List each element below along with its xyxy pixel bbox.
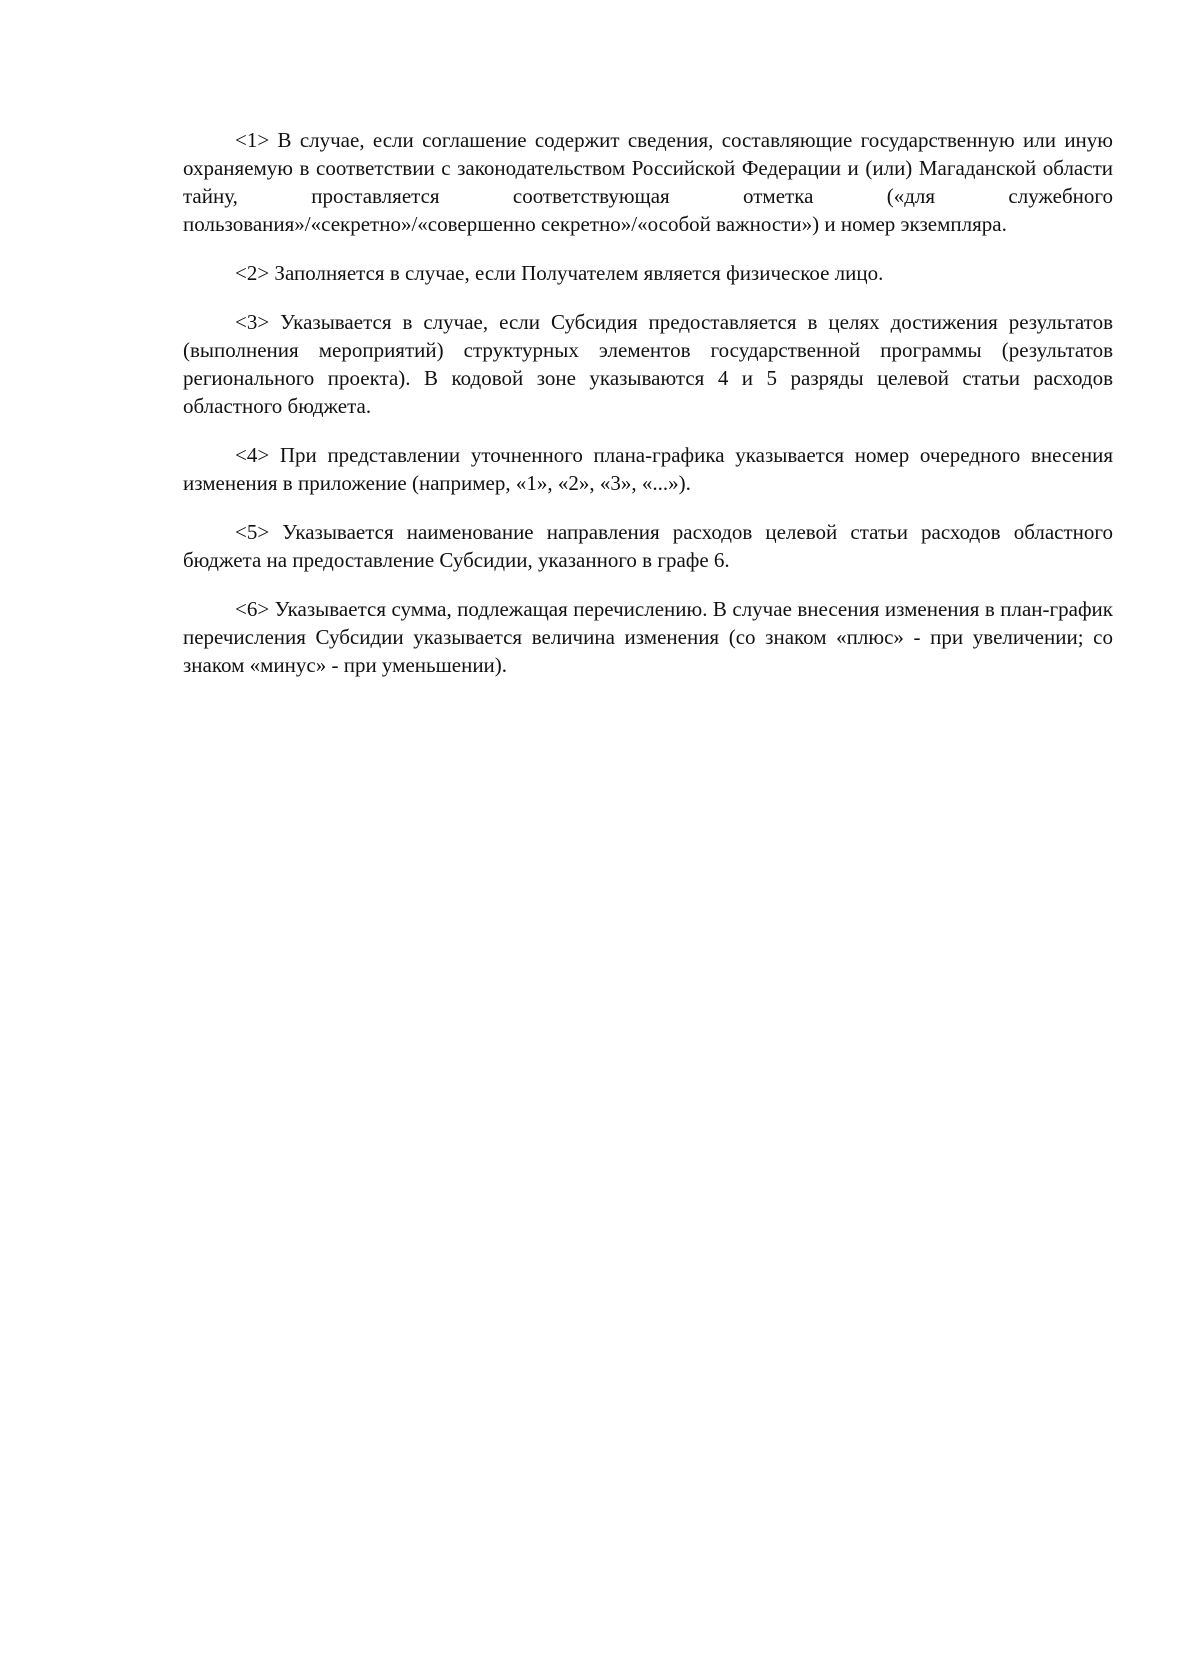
footnotes-list <box>183 126 1113 679</box>
footnote-1: <1> В случае, если соглашение содержит сведения, составляющие государственную или иную охраняемую в соответствии с законодательством Российской Федерации и (или) Магаданской области тайну, проставляется соответствующая отметка («для служебного пользования»/«секретно»/«совершенно секретно»/«особой важности») и номер экземпляра. <box>183 128 1113 236</box>
footnote-2: <2> Заполняется в случае, если Получателем является физическое лицо. <box>235 261 884 285</box>
footnote-3: <3> Указывается в случае, если Субсидия предоставляется в целях достижения результатов (выполнения мероприятий) структурных элементов государственной программы (результатов регионального проекта). В кодовой зоне указываются 4 и 5 разряды целевой статьи расходов областного бюджета. <box>183 310 1113 418</box>
footnote-4: <4> При представлении уточненного плана-графика указывается номер очередного внесения изменения в приложение (например, «1», «2», «3», «...»). <box>183 443 1113 495</box>
footnote-5: <5> Указывается наименование направления расходов целевой статьи расходов областного бюджета на предоставление Субсидии, указанного в графе 6. <box>183 520 1113 572</box>
footnote-6: <6> Указывается сумма, подлежащая перечислению. В случае внесения изменения в план-график перечисления Субсидии указывается величина изменения (со знаком «плюс» - при увеличении; со знаком «минус» - при уменьшении). <box>183 597 1113 677</box>
